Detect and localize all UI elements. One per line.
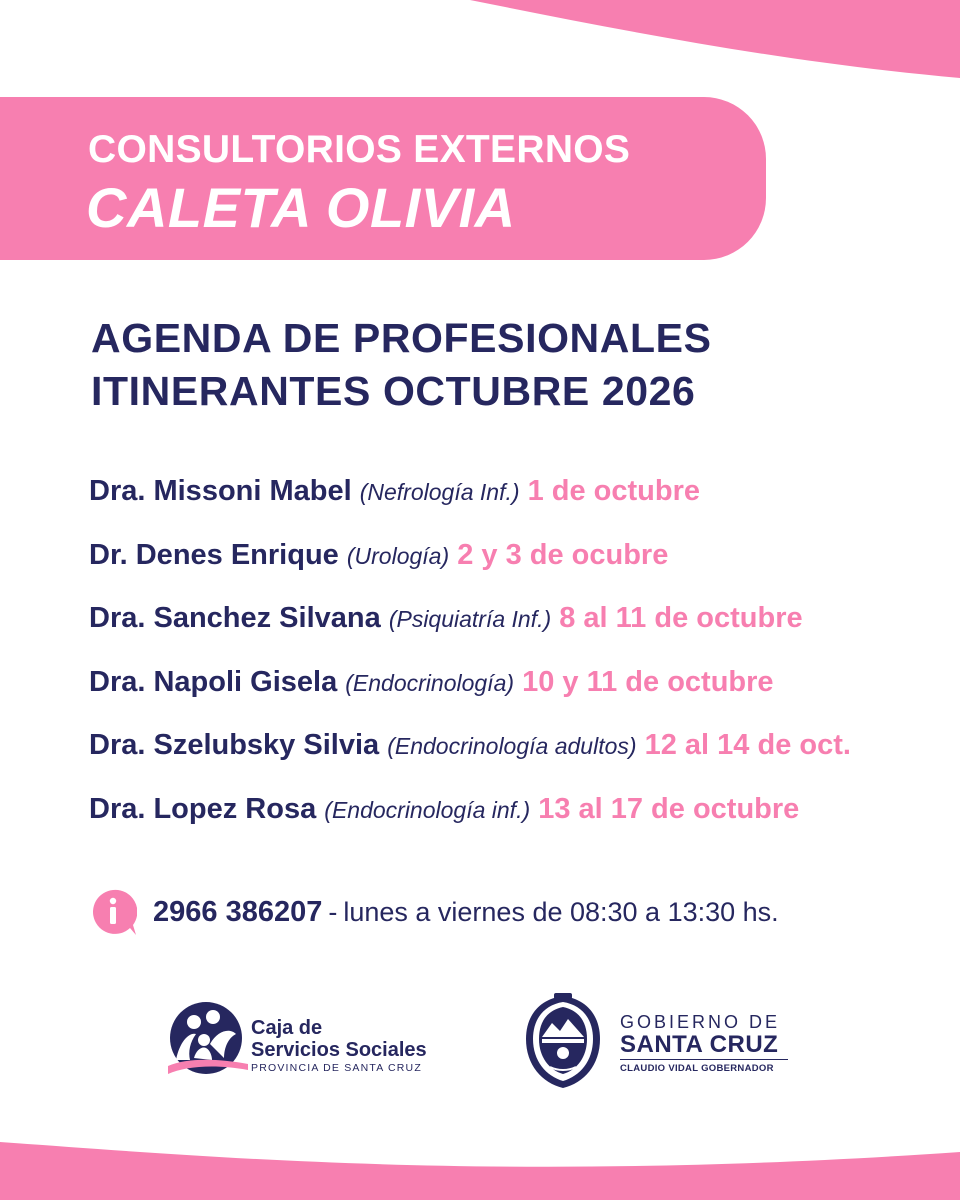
list-item: [89, 663, 959, 727]
professional-dates: 2 y 3 de ocubre: [457, 538, 669, 571]
hero-title: CONSULTORIOS EXTERNOS: [88, 128, 631, 171]
family-emblem-icon: [166, 1000, 250, 1080]
professional-name: Dra. Missoni Mabel: [89, 475, 352, 507]
list-item: [89, 726, 959, 790]
professional-name: Dr. Denes Enrique: [89, 538, 339, 571]
info-icon: [89, 888, 137, 936]
contact-phone[interactable]: 2966 386207: [153, 895, 323, 928]
gobierno-santa-cruz-logo: [520, 993, 795, 1093]
contact-hours: lunes a viernes de 08:30 a 13:30 hs.: [343, 896, 779, 927]
top-wave-decoration: [0, 0, 960, 90]
professional-specialty: (Nefrología Inf.): [359, 479, 520, 505]
gobierno-logo-line2: SANTA CRUZ: [620, 1031, 779, 1058]
professional-name: Dra. Lopez Rosa: [89, 792, 317, 825]
professional-dates: 12 al 14 de oct.: [644, 729, 851, 761]
professional-specialty: (Endocrinología): [345, 669, 515, 696]
contact-line: [89, 887, 779, 937]
agenda-title-line2: ITINERANTES OCTUBRE 2026: [91, 368, 696, 414]
professional-specialty: (Endocrinología adultos): [387, 733, 637, 759]
professional-specialty: (Psiquiatría Inf.): [388, 606, 552, 632]
contact-separator: -: [328, 896, 338, 927]
professional-dates: 8 al 11 de octubre: [559, 602, 803, 634]
professional-name: Dra. Napoli Gisela: [89, 665, 338, 698]
professional-dates: 10 y 11 de octubre: [522, 665, 774, 698]
list-item: [89, 536, 959, 600]
list-item: [89, 472, 959, 536]
professional-specialty: (Endocrinología inf.): [324, 796, 531, 823]
caja-logo-line1: Caja de: [251, 1017, 323, 1039]
professional-dates: 1 de octubre: [527, 475, 701, 507]
agenda-title: [91, 312, 712, 418]
list-item: [89, 599, 959, 663]
bottom-wave-decoration: [0, 1120, 960, 1200]
provincial-shield-icon: [520, 993, 606, 1091]
caja-servicios-sociales-logo: [166, 1000, 441, 1080]
professional-name: Dra. Sanchez Silvana: [89, 602, 381, 634]
gobierno-logo-divider: [620, 1059, 788, 1060]
professional-specialty: (Urología): [346, 542, 450, 569]
gobierno-logo-line1: GOBIERNO DE: [620, 1012, 781, 1032]
caja-logo-line3: PROVINCIA DE SANTA CRUZ: [251, 1062, 422, 1074]
professionals-list: [89, 472, 959, 853]
gobierno-logo-line3: CLAUDIO VIDAL GOBERNADOR: [620, 1063, 774, 1074]
agenda-title-line1: AGENDA DE PROFESIONALES: [91, 315, 712, 361]
professional-dates: 13 al 17 de octubre: [538, 792, 800, 825]
list-item: [89, 790, 959, 854]
caja-logo-line2: Servicios Sociales: [251, 1039, 427, 1061]
professional-name: Dra. Szelubsky Silvia: [89, 729, 380, 761]
hero-location: CALETA OLIVIA: [86, 176, 516, 239]
